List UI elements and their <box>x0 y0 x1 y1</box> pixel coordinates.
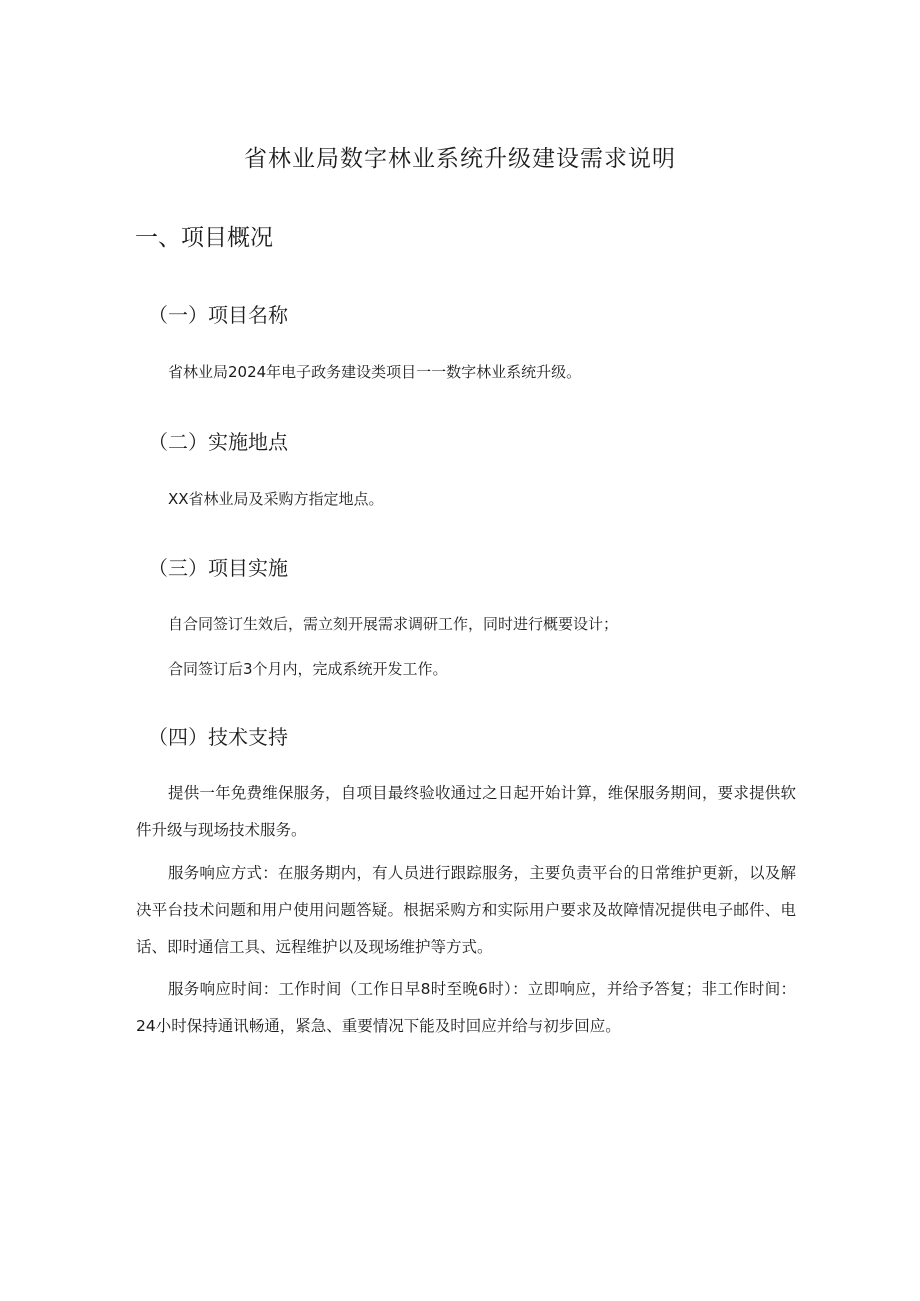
subsection-heading-implementation: （三）项目实施 <box>148 556 288 580</box>
tech-support-paragraph-2: 服务响应方式：在服务期内，有人员进行跟踪服务，主要负责平台的日常维护更新，以及解决平台技术问题和用户使用问题答疑。根据采购方和实际用户要求及故障情况提供电子邮件、电话、即时通信工具、远程维护以及现场维护等方式。 <box>136 864 796 956</box>
document-title: 省林业局数字林业系统升级建设需求说明 <box>244 146 676 172</box>
tech-support-paragraph-3: 服务响应时间：工作时间（工作日早8时至晚6时）：立即响应，并给予答复；非工作时间：24小时保持通讯畅通，紧急、重要情况下能及时回应并给与初步回应。 <box>136 980 796 1035</box>
section-heading-overview: 一、项目概况 <box>135 225 273 251</box>
subsection-heading-tech-support: （四）技术支持 <box>148 725 288 749</box>
subsection-heading-project-name: （一）项目名称 <box>148 303 288 327</box>
implementation-line-2: 合同签订后3个月内，完成系统开发工作。 <box>168 660 448 678</box>
location-text: XX省林业局及采购方指定地点。 <box>168 490 384 508</box>
implementation-line-1: 自合同签订生效后，需立刻开展需求调研工作，同时进行概要设计； <box>168 615 619 633</box>
subsection-heading-location: （二）实施地点 <box>148 430 288 454</box>
tech-support-paragraph-1: 提供一年免费维保服务，自项目最终验收通过之日起开始计算，维保服务期间，要求提供软件升级与现场技术服务。 <box>136 784 796 839</box>
project-name-text: 省林业局2024年电子政务建设类项目一一数字林业系统升级。 <box>168 363 582 381</box>
